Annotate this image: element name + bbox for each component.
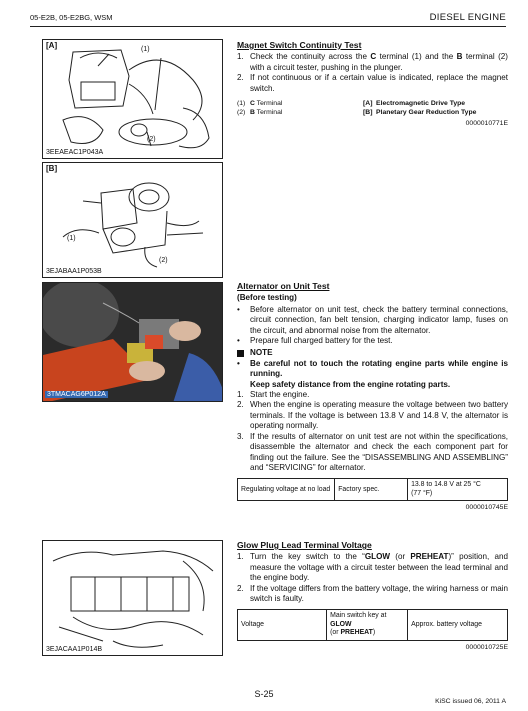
legend-item: [B] Planetary Gear Reduction Type bbox=[363, 109, 477, 117]
step-number: 1. bbox=[237, 552, 244, 562]
glow-ref-code: 0000010725E bbox=[465, 643, 508, 651]
step-text: Start the engine. bbox=[250, 390, 310, 400]
photo-scene bbox=[43, 283, 223, 402]
table-cell: Voltage bbox=[238, 610, 327, 641]
figure-b bbox=[42, 162, 223, 278]
bullet-text: Prepare full charged battery for the test. bbox=[250, 336, 393, 346]
step-text: If not continuous or if a certain value is indicated, replace the magnet switch. bbox=[250, 73, 508, 93]
step-number: 2. bbox=[237, 400, 244, 410]
table-cell: Main switch key at GLOW (or PREHEAT) bbox=[327, 610, 408, 641]
step-number: 2. bbox=[237, 73, 244, 83]
header-rule bbox=[30, 26, 506, 27]
figure-glow bbox=[42, 540, 223, 656]
alternator-bullet-2 bbox=[237, 336, 508, 346]
figure-glow-caption: 3EJACAA1P014B bbox=[46, 646, 103, 653]
alternator-spec-table bbox=[237, 478, 508, 501]
note-label: NOTE bbox=[250, 348, 273, 358]
alternator-step-3 bbox=[237, 432, 508, 474]
table-cell: Factory spec. bbox=[335, 479, 408, 501]
table-row bbox=[238, 610, 508, 641]
note-heading bbox=[237, 348, 508, 358]
table-row bbox=[238, 479, 508, 501]
step-text: When the engine is operating measure the voltage between two battery terminals. If the voltage is between 13.8 V and 14.8 V, the alternator is operating normally. bbox=[250, 400, 508, 431]
bullet-icon: • bbox=[237, 304, 240, 314]
note-text: Be careful not to touch the rotating engine parts while engine is running. Keep safety distance from the engine rotating parts. bbox=[250, 358, 508, 389]
photo-caption: 3TMACAG6P012A bbox=[47, 391, 106, 398]
alternator-bullet-1 bbox=[237, 305, 508, 336]
glow-step-2 bbox=[237, 584, 508, 605]
header-section-title: DIESEL ENGINE bbox=[429, 12, 506, 23]
step-text: If the results of alternator on unit test are not within the specifications, disassemble the alternator and check the each component part for finding out the failure. See the “DISASSEMBLING AND ASSEMBLING” and “SERVICING” for alternator. bbox=[250, 431, 508, 472]
tester-illustration bbox=[43, 40, 223, 159]
alternator-step-1 bbox=[237, 390, 508, 400]
alternator-subheading: (Before testing) bbox=[237, 293, 297, 303]
figure-a-callout-1: (1) bbox=[141, 46, 150, 53]
magnet-step-1 bbox=[237, 52, 508, 73]
page-number: S-25 bbox=[254, 689, 274, 699]
table-cell: Regulating voltage at no load bbox=[238, 479, 335, 501]
alternator-ref-code: 0000010745E bbox=[465, 504, 508, 512]
figure-a-tag: [A] bbox=[46, 41, 58, 50]
magnet-ref-code: 0000010771E bbox=[465, 120, 508, 128]
issue-note: KiSC issued 06, 2011 A bbox=[435, 698, 506, 705]
figure-a-callout-2: (2) bbox=[147, 136, 156, 143]
note-square-icon bbox=[237, 350, 244, 357]
figure-b-callout-1: (1) bbox=[67, 235, 76, 242]
bullet-icon: • bbox=[237, 358, 240, 368]
figure-b-tag: [B] bbox=[46, 164, 58, 173]
table-cell: Approx. battery voltage bbox=[408, 610, 508, 641]
magnet-legend bbox=[237, 99, 508, 117]
alternator-heading: Alternator on Unit Test bbox=[237, 281, 330, 291]
step-number: 1. bbox=[237, 52, 244, 62]
table-cell: 13.8 to 14.8 V at 25 °C (77 °F) bbox=[408, 479, 508, 501]
glow-step-1 bbox=[237, 552, 508, 583]
glow-section bbox=[237, 540, 508, 653]
step-number: 3. bbox=[237, 431, 244, 441]
magnet-switch-heading: Magnet Switch Continuity Test bbox=[237, 40, 362, 50]
step-number: 2. bbox=[237, 583, 244, 593]
alternator-step-2 bbox=[237, 400, 508, 431]
legend-item: (1) C Terminal bbox=[237, 100, 283, 108]
engine-illustration bbox=[43, 541, 223, 656]
bullet-text: Before alternator on unit test, check the battery terminal connections, circuit connection, fan belt tension, charging indicator lamp, fuses on the circuit, and abnormal noise from the alternator. bbox=[250, 304, 508, 335]
glow-spec-table bbox=[237, 609, 508, 641]
magnet-switch-section bbox=[237, 40, 508, 129]
alternator-section bbox=[237, 281, 508, 514]
alternator-test-photo bbox=[42, 282, 223, 402]
starter-illustration bbox=[43, 163, 223, 278]
step-text: Turn the key switch to the “GLOW (or PREHEAT)” position, and measure the voltage with a circuit tester between the lead terminal and the engine body. bbox=[250, 552, 508, 583]
figure-a bbox=[42, 39, 223, 159]
step-text: If the voltage differs from the battery voltage, the wiring harness or main switch is faulty. bbox=[250, 583, 508, 604]
header-model: 05-E2B, 05-E2BG, WSM bbox=[30, 13, 113, 22]
magnet-step-2 bbox=[237, 73, 508, 94]
figure-a-caption: 3EEAEAC1P043A bbox=[46, 149, 104, 156]
figure-b-callout-2: (2) bbox=[159, 257, 168, 264]
step-text: Check the continuity across the C terminal (1) and the B terminal (2) with a circuit tester, pushing in the plunger. bbox=[250, 52, 508, 72]
glow-heading: Glow Plug Lead Terminal Voltage bbox=[237, 540, 372, 550]
bullet-icon: • bbox=[237, 336, 240, 346]
step-number: 1. bbox=[237, 390, 244, 400]
note-warning bbox=[237, 359, 508, 390]
figure-b-caption: 3EJABAA1P053B bbox=[46, 268, 102, 275]
legend-item: (2) B Terminal bbox=[237, 109, 283, 117]
legend-item: [A] Electromagnetic Drive Type bbox=[363, 100, 466, 108]
